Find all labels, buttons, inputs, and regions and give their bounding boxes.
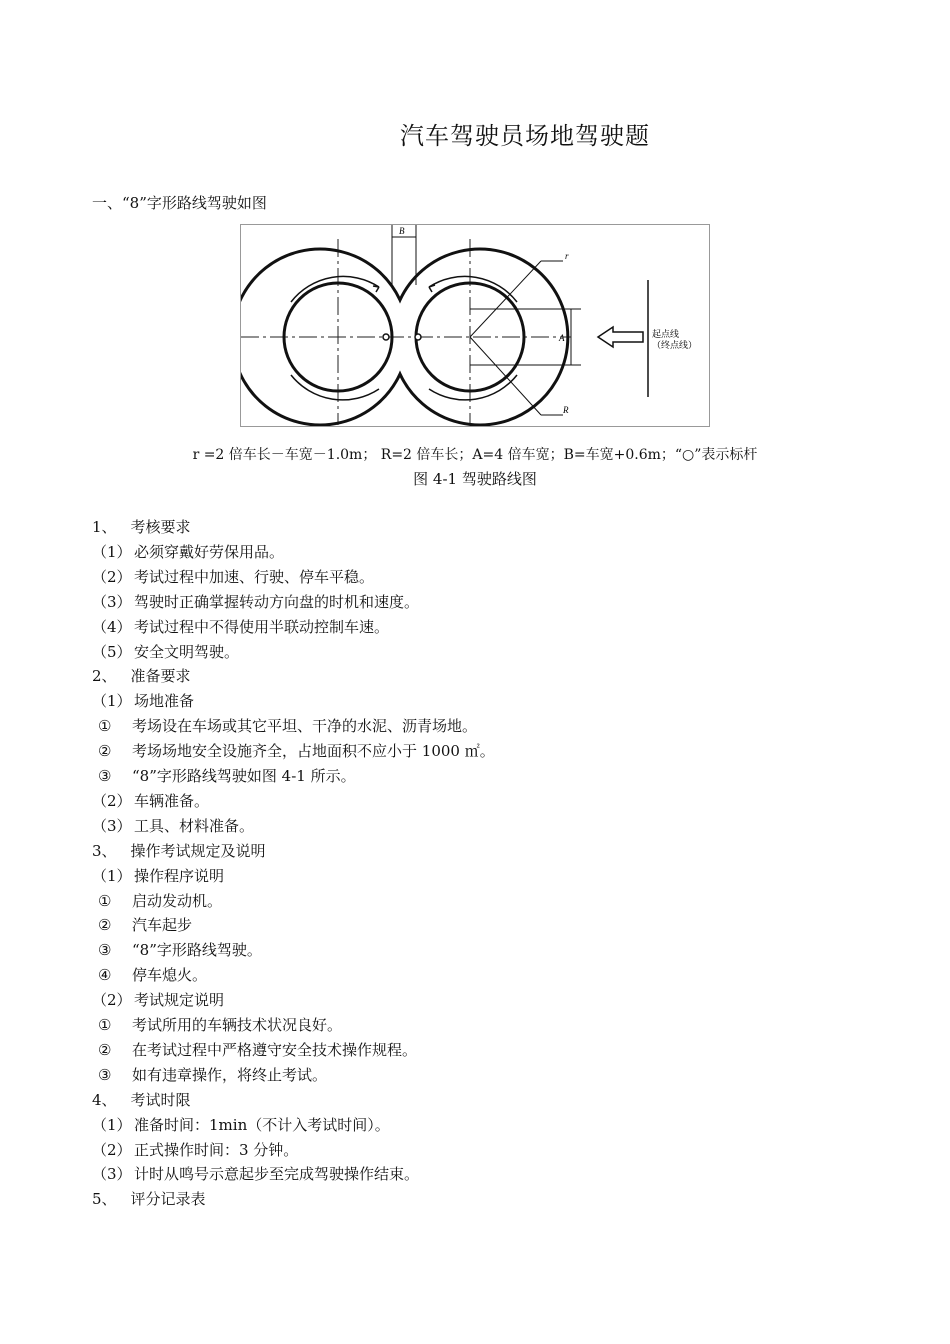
list-item [92, 841, 266, 861]
start-line-label: 起点线 [652, 330, 680, 340]
radius-big-r-line [470, 337, 541, 415]
list-item [92, 617, 389, 637]
list-text: 考场设在车场或其它平坦、干净的水泥、沥青场地。 [132, 717, 478, 735]
list-number: （2） [92, 568, 132, 586]
list-text: 准备要求 [130, 667, 191, 685]
list-number: ② [98, 742, 112, 760]
end-line-label: （终点线） [652, 341, 698, 351]
label-a: A [559, 333, 565, 343]
list-text: 考试过程中不得使用半联动控制车速。 [134, 618, 390, 636]
list-item [92, 1090, 191, 1110]
marker-pole-right [415, 334, 421, 340]
list-number: ① [98, 717, 112, 735]
list-number: 3、 [92, 842, 117, 860]
list-item [98, 940, 262, 960]
figure-formula-caption: r =2 倍车长－车宽－1.0m； R=2 倍车长；A=4 倍车宽；B=车宽+0.6m；“○”表示标杆 [192, 447, 758, 463]
list-number: ① [98, 1016, 112, 1034]
list-text: 停车熄火。 [132, 966, 208, 984]
list-text: 汽车起步 [132, 916, 193, 934]
list-item [92, 791, 209, 811]
route-diagram-svg [241, 225, 709, 426]
figure-caption: 图 4-1 驾驶路线图 [413, 470, 537, 488]
list-item [98, 741, 495, 761]
list-number: ④ [98, 966, 112, 984]
list-item [92, 1140, 298, 1160]
arrowhead-left-top [373, 286, 379, 292]
label-big-r: R [563, 405, 569, 415]
list-item [98, 1065, 327, 1085]
list-number: （3） [92, 593, 132, 611]
figure-8-route-diagram [240, 224, 710, 427]
list-number: （1） [92, 867, 132, 885]
page-title: 汽车驾驶员场地驾驶题 [400, 122, 650, 150]
marker-pole-left [383, 334, 389, 340]
list-number: （1） [92, 1116, 132, 1134]
list-text: 正式操作时间：3 分钟。 [134, 1141, 299, 1159]
list-text: 在考试过程中严格遵守安全技术操作规程。 [132, 1041, 418, 1059]
label-b: B [399, 226, 405, 236]
start-direction-arrow-icon [598, 327, 643, 347]
list-item [98, 915, 192, 935]
list-number: ③ [98, 767, 112, 785]
list-number: ② [98, 1041, 112, 1059]
label-r: r [565, 251, 569, 261]
list-text: 如有违章操作，将终止考试。 [132, 1066, 328, 1084]
list-number: ③ [98, 941, 112, 959]
list-item [98, 891, 222, 911]
list-item [92, 1164, 419, 1184]
list-number: （5） [92, 643, 132, 661]
list-number: ③ [98, 1066, 112, 1084]
list-text: 计时从鸣号示意起步至完成驾驶操作结束。 [134, 1165, 420, 1183]
list-text: 安全文明驾驶。 [134, 643, 240, 661]
list-number: 2、 [92, 667, 117, 685]
list-number: 1、 [92, 518, 117, 536]
list-number: 5、 [92, 1190, 117, 1208]
list-text: 评分记录表 [130, 1190, 206, 1208]
list-item [92, 691, 194, 711]
list-text: 准备时间：1min（不计入考试时间）。 [134, 1116, 390, 1134]
list-number: （4） [92, 618, 132, 636]
arrowhead-right-top [429, 285, 435, 292]
list-item [98, 1040, 417, 1060]
list-item [98, 1015, 342, 1035]
list-number: （1） [92, 692, 132, 710]
list-item [98, 766, 356, 786]
section-intro: 一、“8”字形路线驾驶如图 [92, 194, 267, 212]
list-text: 考试过程中加速、行驶、停车平稳。 [134, 568, 375, 586]
list-text: 车辆准备。 [134, 792, 210, 810]
list-item [98, 716, 477, 736]
list-text: 启动发动机。 [132, 892, 223, 910]
list-item [92, 1115, 390, 1135]
list-number: ② [98, 916, 112, 934]
list-text: 场地准备 [134, 692, 195, 710]
list-item [92, 592, 419, 612]
list-number: （3） [92, 1165, 132, 1183]
list-text: “8”字形路线驾驶如图 4-1 所示。 [132, 767, 356, 785]
list-number: ① [98, 892, 112, 910]
list-text: “8”字形路线驾驶。 [132, 941, 262, 959]
list-text: 考核要求 [130, 518, 191, 536]
list-item [92, 666, 191, 686]
list-item [92, 517, 191, 537]
list-number: （2） [92, 991, 132, 1009]
list-item [92, 567, 374, 587]
list-number: （2） [92, 792, 132, 810]
radius-r-line [470, 261, 541, 337]
list-item [92, 816, 254, 836]
list-number: （2） [92, 1141, 132, 1159]
list-number: （1） [92, 543, 132, 561]
list-number: （3） [92, 817, 132, 835]
list-text: 考试所用的车辆技术状况良好。 [132, 1016, 343, 1034]
list-text: 必须穿戴好劳保用品。 [134, 543, 285, 561]
list-text: 操作程序说明 [134, 867, 225, 885]
list-text: 驾驶时正确掌握转动方向盘的时机和速度。 [134, 593, 420, 611]
list-text: 考试规定说明 [134, 991, 225, 1009]
list-text: 操作考试规定及说明 [130, 842, 266, 860]
list-item [92, 642, 239, 662]
list-text: 考试时限 [130, 1091, 191, 1109]
list-text: 考场场地安全设施齐全，占地面积不应小于 1000 ㎡。 [132, 742, 495, 760]
list-item [92, 990, 224, 1010]
list-item [92, 542, 284, 562]
list-item [92, 1189, 206, 1209]
list-text: 工具、材料准备。 [134, 817, 255, 835]
list-number: 4、 [92, 1091, 117, 1109]
list-item [98, 965, 207, 985]
list-item [92, 866, 224, 886]
